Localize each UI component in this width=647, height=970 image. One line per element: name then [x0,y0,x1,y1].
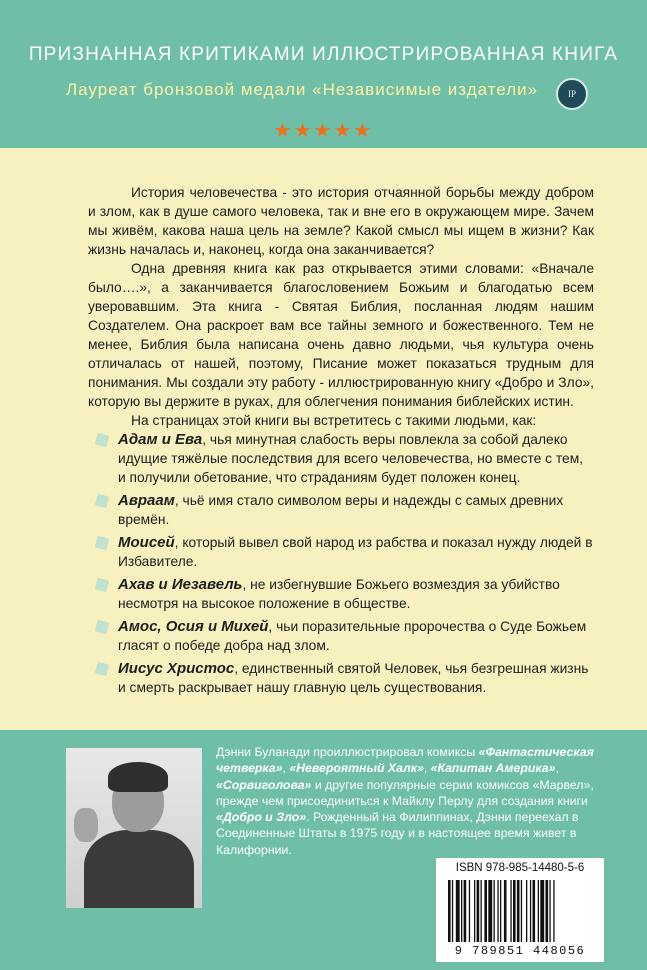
bio-title: «Добро и Зло» [216,810,307,825]
person-desc: , не избегнувшие Божьего возмездия за убийство несмотря на высокое положение в обществе. [118,577,560,611]
cover-footer-band [0,730,647,970]
person-name: Адам и Ева [118,431,203,448]
illustrator-photo [66,748,202,908]
bio-title: «Фантастическая четверка» [216,745,594,776]
barcode-digits: 9 789851 448056 [454,944,586,958]
bullet-icon [95,536,110,551]
illustrator-bio [216,744,596,858]
person-desc: , чьё имя стало символом веры и надежды с самых древних времён. [118,493,564,527]
person-name: Амос, Осия и Михей [118,618,269,635]
award-text: Лауреат бронзовой медали «Независимые издатели» [66,80,539,99]
person-name: Иисус Христос [118,660,235,677]
bio-text: , [423,761,431,776]
bullet-icon [95,494,110,509]
bullet-icon [95,662,110,677]
list-item [92,491,594,529]
person-desc: , единственный святой Человек, чья безгрешная жизнь и смерть раскрывает нашу главную цель существования. [118,661,589,695]
bullet-icon [95,578,110,593]
paragraph-2: Одна древняя книга как раз открывается этими словами: «Вначале было….», а заканчивается благословением Божьим и благодатью всем уверовавшим. Эта книга - Святая Библия, посланная людям нашим Создателем. Она раскроет вам все тайны земного и божественного. Тем не менее, Библия была написана очень давно людьми, чья культура очень отличалась от нашей, поэтому, Писание может показаться трудным для понимания. Мы создали эту работу - иллюстрированную книгу «Добро и Зло», которую вы держите в руках, для облегчения понимания библейских истин. [88,261,594,409]
cover-title: ПРИЗНАННАЯ КРИТИКАМИ ИЛЛЮСТРИРОВАННАЯ КНИГА [28,44,619,65]
person-desc: , чьи поразительные пророчества о Суде Божьем гласят о победе добра над злом. [118,619,587,653]
bio-text: , [555,761,559,776]
person-name: Ахав и Иезавель [118,576,243,593]
bio-text: и другие популярные серии комиксов «Марвел», прежде чем присоединиться к Майклу Перлу для создания книги [216,777,594,808]
description-text [88,183,594,430]
bio-text: , [282,761,290,776]
cover-header-band [0,0,647,148]
list-item [92,533,594,571]
bio-title: «Капитан Америка» [430,761,556,776]
bullet-icon [95,620,110,635]
list-item [92,430,594,487]
photo-hair [108,762,168,792]
list-item [92,575,594,613]
list-item [92,659,594,697]
isbn-text: ISBN 978-985-14480-5-6 [455,862,585,874]
bullet-icon [95,433,110,448]
photo-body [84,830,194,908]
bio-title: «Невероятный Халк» [289,761,424,776]
medal-badge-icon: IP [556,78,588,110]
barcode-box [436,858,604,962]
person-name: Авраам [118,492,175,509]
paragraph-3: На страницах этой книги вы встретитесь с такими людьми, как: [131,413,537,428]
bio-title: «Сорвиголова» [216,777,312,792]
person-name: Моисей [118,534,175,551]
bio-text: Дэнни Буланади проиллюстрировал комиксы [216,745,479,759]
people-list [92,430,594,701]
person-desc: , чья минутная слабость веры повлекла за собой далеко идущие тяжёлые последствия для всего человечества, но вместе с тем, и получили обетование, что страданиям будет положен конец. [118,432,584,485]
person-desc: , который вывел свой народ из рабства и показал нужду людей в Избавителе. [118,535,593,569]
photo-hand [74,808,98,842]
rating-stars: ★★★★★ [273,120,374,142]
list-item [92,617,594,655]
paragraph-1: История человечества - это история отчаянной борьбы между добром и злом, как в душе самого человека, так и вне его в окружающем мире. Зачем мы живём, какова наша цель на земле? Какой смысл мы ищем в жизни? Как жизнь началась и, наконец, когда она заканчивается? [88,185,594,257]
bio-text: . Рожденный на Филиппинах, Дэнни переехал в Соединенные Штаты в 1975 году и в настоящее время живет в Калифорнии. [216,810,579,857]
barcode-icon [448,880,592,942]
